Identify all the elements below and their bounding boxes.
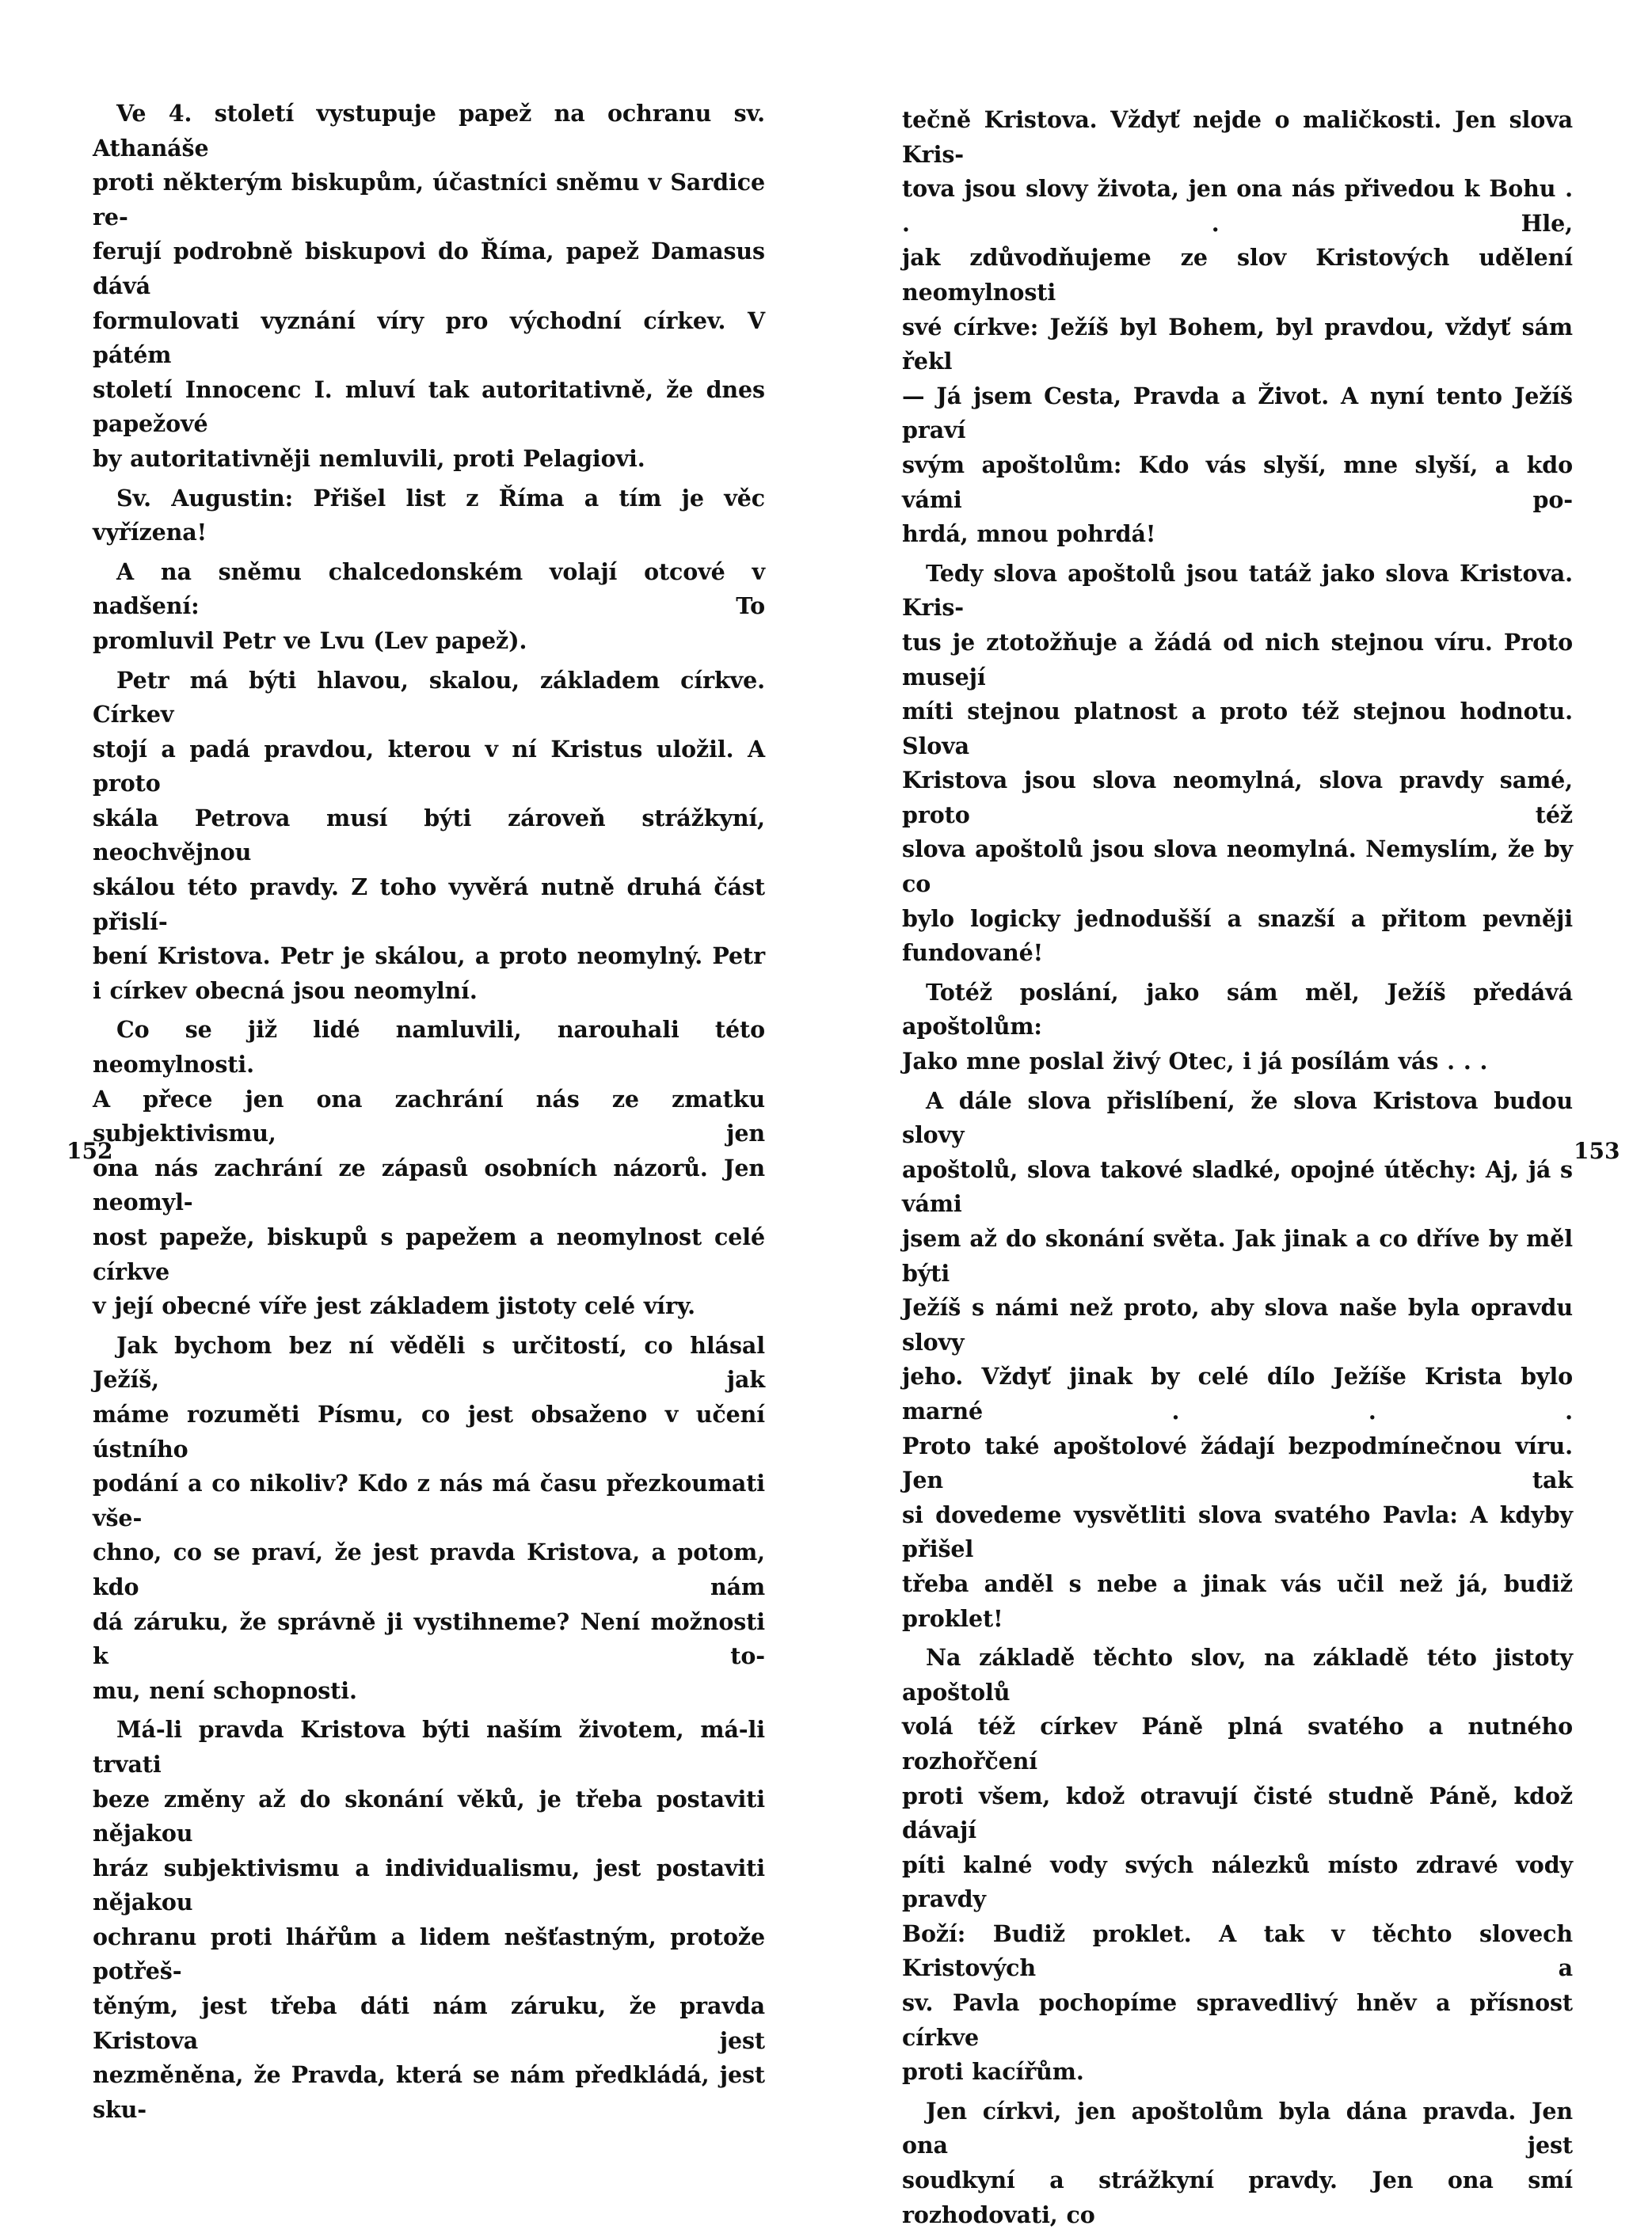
text-line: proti kacířům. — [902, 2058, 1084, 2086]
text-line: svým apoštolům: Kdo vás slyší, mne slyší, a kdo vámi po- — [902, 451, 1573, 513]
text-line: jsem až do skonání světa. Jak jinak a co dříve by měl býti — [902, 1225, 1573, 1287]
text-line: soudkyní a strážkyní pravdy. Jen ona smí rozhodovati, co — [902, 2167, 1573, 2228]
text-line: mu, není schopnosti. — [93, 1676, 357, 1704]
text-line: podání a co nikoliv? Kdo z nás má času přezkoumati vše- — [93, 1470, 765, 1531]
text-line: Na základě těchto slov, na základě této jistoty apoštolů — [902, 1644, 1573, 1706]
paragraph — [902, 1641, 1573, 2090]
paragraph — [93, 481, 765, 550]
text-line: Má-li pravda Kristova býti naším životem, má-li trvati — [93, 1716, 765, 1778]
right-page-text — [902, 103, 1573, 2237]
left-page-number: 152 — [67, 1138, 113, 1164]
paragraph — [902, 103, 1573, 552]
text-line: v její obecné víře jest základem jistoty celé víry. — [93, 1292, 695, 1320]
paragraph — [902, 976, 1573, 1079]
text-line: Boží: Budiž proklet. A tak v těchto slovech Kristových a — [902, 1919, 1573, 1982]
text-line: sv. Pavla pochopíme spravedlivý hněv a přísnost církve — [902, 1989, 1573, 2051]
text-line: skála Petrova musí býti zároveň strážkyní, neochvějnou — [93, 804, 765, 866]
paragraph — [902, 557, 1573, 971]
text-line: i církev obecná jsou neomylní. — [93, 976, 478, 1004]
text-line: Proto také apoštolové žádají bezpodmínečnou víru. Jen tak — [902, 1432, 1573, 1494]
text-line: bylo logicky jednodušší a snazší a přitom pevněji fundované! — [902, 904, 1573, 967]
text-line: těným, jest třeba dáti nám záruku, že pravda Kristova jest — [93, 1992, 765, 2054]
text-line: bení Kristova. Petr je skálou, a proto neomylný. Petr — [93, 942, 765, 970]
text-line: promluvil Petr ve Lvu (Lev papež). — [93, 626, 527, 654]
paragraph — [902, 1084, 1573, 1637]
text-line: jak zdůvodňujeme ze slov Kristových udělení neomylnosti — [902, 244, 1573, 306]
text-line: dá záruku, že správně ji vystihneme? Není možnosti k to- — [93, 1607, 765, 1670]
text-line: ochranu proti lhářům a lidem nešťastným, protože potřeš- — [93, 1923, 765, 1985]
text-line: třeba anděl s nebe a jinak vás učil než já, budiž proklet! — [902, 1569, 1573, 1632]
text-line: Co se již lidé namluvili, narouhali této neomylnosti. — [93, 1016, 765, 1079]
text-line: ferují podrobně biskupovi do Říma, papež Damasus dává — [93, 238, 765, 299]
text-line: proti všem, kdož otravují čisté studně Páně, kdož dávají — [902, 1782, 1573, 1844]
text-line: si dovedeme vysvětliti slova svatého Pavla: A kdyby přišel — [902, 1501, 1573, 1563]
paragraph — [93, 1329, 765, 1709]
text-line: píti kalné vody svých nálezků místo zdravé vody pravdy — [902, 1851, 1573, 1913]
right-page — [826, 0, 1652, 2228]
text-line: Jen církvi, jen apoštolům byla dána pravda. Jen ona jest — [902, 2097, 1573, 2159]
text-line: máme rozuměti Písmu, co jest obsaženo v učení ústního — [93, 1400, 765, 1463]
text-line: skálou této pravdy. Z toho vyvěrá nutně druhá část přislí- — [93, 873, 765, 935]
text-line: Petr má býti hlavou, skalou, základem církve. Církev — [93, 666, 765, 729]
text-line: by autoritativněji nemluvili, proti Pelagiovi. — [93, 444, 645, 472]
text-line: — Já jsem Cesta, Pravda a Život. A nyní tento Ježíš praví — [902, 382, 1573, 444]
paragraph — [93, 97, 765, 477]
text-line: ona nás zachrání ze zápasů osobních názorů. Jen neomyl- — [93, 1154, 765, 1216]
right-page-number: 153 — [1574, 1138, 1620, 1164]
paragraph — [93, 1713, 765, 2127]
text-line: Kristova jsou slova neomylná, slova pravdy samé, proto též — [902, 767, 1573, 828]
paragraph — [902, 2094, 1573, 2232]
text-line: Sv. Augustin: Přišel list z Říma a tím je věc vyřízena! — [93, 484, 765, 546]
text-line: hráz subjektivismu a individualismu, jest postaviti nějakou — [93, 1854, 765, 1916]
paragraph — [93, 555, 765, 659]
text-line: své církve: Ježíš byl Bohem, byl pravdou, vždyť sám řekl — [902, 313, 1573, 375]
text-line: stojí a padá pravdou, kterou v ní Kristus uložil. A proto — [93, 735, 765, 797]
text-line: Jak bychom bez ní věděli s určitostí, co hlásal Ježíš, jak — [93, 1331, 765, 1394]
left-page-text — [93, 97, 765, 2132]
text-line: proti některým biskupům, účastníci sněmu v Sardice re- — [93, 169, 765, 230]
text-line: Totéž poslání, jako sám měl, Ježíš předává apoštolům: — [902, 978, 1573, 1041]
text-line: míti stejnou platnost a proto též stejnou hodnotu. Slova — [902, 698, 1573, 759]
text-line: nezměněna, že Pravda, která se nám předkládá, jest sku- — [93, 2061, 765, 2123]
text-line: Ježíš s námi než proto, aby slova naše byla opravdu slovy — [902, 1294, 1573, 1356]
text-line: volá též církev Páně plná svatého a nutného rozhořčení — [902, 1713, 1573, 1775]
text-line: tečně Kristova. Vždyť nejde o maličkosti. Jen slova Kris- — [902, 106, 1573, 168]
text-line: nost papeže, biskupů s papežem a neomylnost celé církve — [93, 1223, 765, 1285]
text-line: apoštolů, slova takové sladké, opojné útěchy: Aj, já s vámi — [902, 1155, 1573, 1218]
left-page — [0, 0, 826, 2123]
paragraph — [93, 664, 765, 1009]
text-line: A přece jen ona zachrání nás ze zmatku subjektivismu, jen — [93, 1085, 765, 1147]
text-line: století Innocenc I. mluví tak autoritativně, že dnes papežové — [93, 375, 765, 438]
text-line: Ve 4. století vystupuje papež na ochranu sv. Athanáše — [93, 100, 765, 162]
text-line: A na sněmu chalcedonském volají otcové v nadšení: To — [93, 557, 765, 620]
text-line: Tedy slova apoštolů jsou tatáž jako slova Kristova. Kris- — [902, 559, 1573, 622]
text-line: hrdá, mnou pohrdá! — [902, 520, 1156, 548]
text-line: jeho. Vždyť jinak by celé dílo Ježíše Krista bylo marné . . . — [902, 1363, 1573, 1425]
text-line: Jako mne poslal živý Otec, i já posílám vás . . . — [902, 1048, 1488, 1075]
text-line: beze změny až do skonání věků, je třeba postaviti nějakou — [93, 1785, 765, 1847]
text-line: A dále slova přislíbení, že slova Kristova budou slovy — [902, 1086, 1573, 1149]
text-line: slova apoštolů jsou slova neomylná. Nemyslím, že by co — [902, 835, 1573, 898]
text-line: chno, co se praví, že jest pravda Kristova, a potom, kdo nám — [93, 1539, 765, 1600]
text-line: tova jsou slovy života, jen ona nás přivedou k Bohu . . . Hle, — [902, 175, 1573, 237]
text-line: tus je ztotožňuje a žádá od nich stejnou víru. Proto musejí — [902, 628, 1573, 691]
text-line: formulovati vyznání víry pro východní církev. V pátém — [93, 306, 765, 369]
paragraph — [93, 1013, 765, 1323]
